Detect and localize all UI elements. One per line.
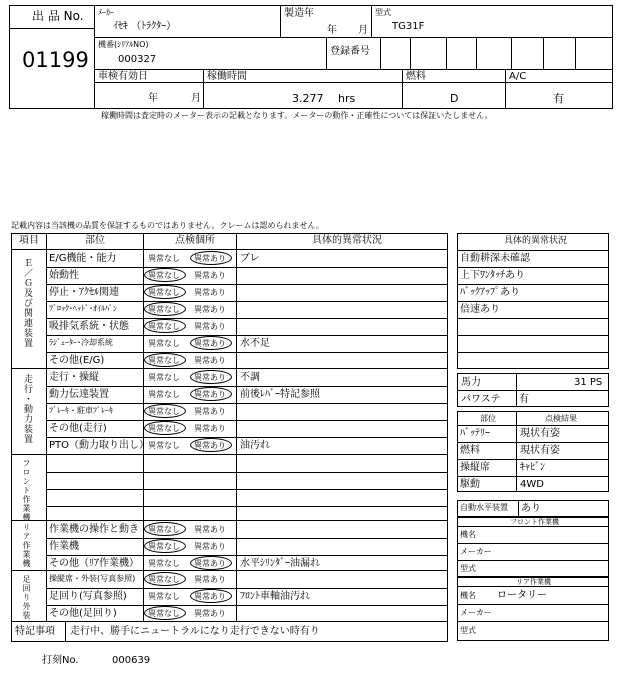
- part-label: E/G機能・能力: [49, 253, 117, 264]
- abnormal-option: 異常あり: [194, 609, 226, 618]
- hours-value: 3.277: [292, 92, 324, 105]
- inspection-month-unit: 月: [191, 93, 201, 104]
- abnormal-option: 異常あり: [194, 356, 226, 365]
- ac-label: A/C: [509, 71, 527, 82]
- hours-label: 稼働時間: [207, 71, 247, 82]
- abnormal-selected-oval: [190, 589, 232, 603]
- row-divider: [46, 555, 448, 556]
- row-divider: [46, 267, 448, 268]
- normal-option: 異常なし: [148, 339, 180, 348]
- detail-text: ﾌﾛﾝﾄ車軸油汚れ: [240, 591, 310, 602]
- row-divider: [46, 352, 448, 353]
- maker-label: ﾒｰｶｰ: [98, 8, 114, 17]
- normal-option: 異常なし: [148, 592, 180, 601]
- normal-selected-oval: [144, 353, 186, 367]
- detail-text: 水平ｼﾘﾝﾀﾞｰ油漏れ: [240, 558, 320, 569]
- row-divider: [46, 335, 448, 336]
- row-divider: [46, 284, 448, 285]
- stamp-label: 打刻No.: [42, 655, 79, 666]
- abnormal-option: 異常あり: [194, 575, 226, 584]
- row-divider: [46, 472, 448, 473]
- part-label: 吸排気系統・状態: [49, 321, 129, 332]
- part-label: その他(足回り): [49, 608, 117, 619]
- normal-selected-oval: [144, 606, 186, 620]
- normal-selected-oval: [144, 302, 186, 316]
- abnormal-selected-oval: [190, 336, 232, 350]
- abnormal-option: 異常あり: [194, 390, 226, 399]
- part-label: 停止・ｱｸｾﾙ関連: [49, 287, 119, 298]
- group-front-implement: フロント作業機: [22, 459, 31, 522]
- normal-selected-oval: [144, 421, 186, 435]
- part-label: PTO（動力取り出し）: [49, 440, 150, 451]
- insp-part: 駆動: [460, 479, 480, 490]
- remarks-value: 走行中、勝手にニュートラルになり走行できない時有り: [70, 626, 320, 637]
- abnormal-option: 異常あり: [194, 373, 226, 382]
- normal-selected-oval: [144, 404, 186, 418]
- serial-value: 000327: [118, 54, 157, 65]
- disclaimer: 記載内容は当該機の品質を保証するものではありません。クレームは認められません。: [11, 221, 324, 230]
- part-label: ﾌﾞﾚｰｷ・駐車ﾌﾞﾚｰｷ: [49, 406, 113, 415]
- part-label: その他(E/G): [49, 355, 105, 366]
- group-undercarriage: 足回り外装: [22, 575, 31, 620]
- group-drive: 走行・動力装置: [22, 374, 32, 444]
- row-divider: [46, 489, 448, 490]
- abnormal-row-divider: [457, 284, 609, 285]
- lot-label: 出 品 No.: [32, 9, 84, 23]
- insp-result: ｷｬﾋﾞﾝ: [520, 462, 545, 473]
- model-label: 型式: [375, 8, 391, 17]
- abnormal-item: 倍速あり: [460, 304, 500, 315]
- abnormal-title: 具体的異常状況: [504, 236, 568, 246]
- front-model-label: 型式: [460, 564, 476, 573]
- abnormal-option: 異常あり: [194, 339, 226, 348]
- abnormal-selected-oval: [190, 438, 232, 452]
- normal-option: 異常なし: [148, 356, 180, 365]
- row-divider: [46, 605, 448, 606]
- hours-unit: hrs: [338, 92, 356, 105]
- part-label: 作業機: [49, 541, 79, 552]
- insp-row-divider: [457, 476, 609, 477]
- powersteering-label: パワステ: [461, 394, 501, 405]
- month-unit: 月: [358, 25, 368, 36]
- insp-part: 燃料: [460, 445, 480, 456]
- normal-selected-oval: [144, 268, 186, 282]
- abnormal-option: 異常あり: [194, 542, 226, 551]
- insp-part-header: 部位: [480, 414, 496, 423]
- powersteering-value: 有: [519, 394, 529, 405]
- part-label: 走行・操縦: [49, 372, 99, 383]
- normal-selected-oval: [144, 539, 186, 553]
- year-label: 製造年: [284, 8, 314, 19]
- abnormal-option: 異常あり: [194, 254, 226, 263]
- normal-option: 異常なし: [148, 542, 180, 551]
- abnormal-row-divider: [457, 335, 609, 336]
- ac-value: 有: [553, 92, 564, 105]
- col-part-header: 部位: [85, 235, 105, 246]
- row-divider: [46, 318, 448, 319]
- abnormal-option: 異常あり: [194, 592, 226, 601]
- normal-option: 異常なし: [148, 322, 180, 331]
- row-divider: [46, 420, 448, 421]
- inspection-year-unit: 年: [148, 93, 158, 104]
- power-value: 31 PS: [574, 377, 603, 388]
- detail-text: 前後ﾚﾊﾞｰ特記参照: [240, 389, 320, 400]
- fuel-value: D: [450, 92, 459, 105]
- normal-option: 異常なし: [148, 609, 180, 618]
- abnormal-option: 異常あり: [194, 424, 226, 433]
- hours-note: 稼働時間は査定時のメーター表示の記載となります。メーターの動作・正確性については保証いたしません。: [101, 111, 493, 120]
- row-divider: [46, 437, 448, 438]
- normal-selected-oval: [144, 319, 186, 333]
- detail-text: 不調: [240, 372, 260, 383]
- abnormal-option: 異常あり: [194, 559, 226, 568]
- normal-option: 異常なし: [148, 441, 180, 450]
- abnormal-option: 異常あり: [194, 305, 226, 314]
- part-label: ﾗｼﾞｪｰﾀｰ･冷却系統: [49, 338, 113, 347]
- normal-option: 異常なし: [148, 271, 180, 280]
- registration-label: 登録番号: [330, 46, 370, 57]
- abnormal-selected-oval: [190, 556, 232, 570]
- insp-part: ﾊﾞｯﾃﾘｰ: [460, 428, 490, 439]
- row-divider: [46, 386, 448, 387]
- row-divider: [46, 538, 448, 539]
- abnormal-row-divider: [457, 250, 609, 251]
- normal-option: 異常なし: [148, 288, 180, 297]
- insp-result: 現状有姿: [520, 445, 560, 456]
- col-detail-header: 具体的異常状況: [312, 235, 382, 246]
- normal-option: 異常なし: [148, 575, 180, 584]
- col-item-header: 項目: [19, 235, 39, 246]
- normal-option: 異常なし: [148, 424, 180, 433]
- front-maker-label: メーカー: [460, 547, 492, 556]
- row-divider: [46, 301, 448, 302]
- row-divider: [46, 506, 448, 507]
- rear-title: リア作業機: [516, 578, 551, 586]
- abnormal-option: 異常あり: [194, 441, 226, 450]
- normal-selected-oval: [144, 285, 186, 299]
- normal-option: 異常なし: [148, 254, 180, 263]
- auto-level-label: 自動水平装置: [460, 503, 508, 512]
- rear-model-label: 型式: [460, 626, 476, 635]
- detail-text: ブレ: [240, 253, 260, 264]
- normal-option: 異常なし: [148, 305, 180, 314]
- rear-name-label: 機名: [460, 591, 476, 600]
- part-label: 操縦席・外装(写真参照): [49, 574, 136, 583]
- row-divider: [46, 403, 448, 404]
- rear-name-value: ロータリー: [497, 590, 547, 601]
- stamp-value: 000639: [112, 655, 151, 666]
- abnormal-selected-oval: [190, 370, 232, 384]
- group-rear-implement: リア作業機: [22, 523, 31, 568]
- insp-row-divider: [457, 459, 609, 460]
- abnormal-option: 異常あり: [194, 407, 226, 416]
- abnormal-option: 異常あり: [194, 322, 226, 331]
- insp-result: 現状有姿: [520, 428, 560, 439]
- normal-option: 異常なし: [148, 525, 180, 534]
- normal-option: 異常なし: [148, 559, 180, 568]
- front-name-label: 機名: [460, 530, 476, 539]
- abnormal-row-divider: [457, 352, 609, 353]
- normal-selected-oval: [144, 522, 186, 536]
- abnormal-item: ﾊﾞｯｸｱｯﾌﾟあり: [460, 287, 520, 298]
- abnormal-selected-oval: [190, 251, 232, 265]
- part-label: 足回り(写真参照): [49, 591, 127, 602]
- auto-level-value: あり: [521, 503, 541, 514]
- abnormal-option: 異常あり: [194, 525, 226, 534]
- normal-option: 異常なし: [148, 407, 180, 416]
- part-label: ﾌﾞﾛｯｸ･ﾍｯﾄﾞ･ｵｲﾙﾊﾟﾝ: [49, 304, 117, 313]
- rear-maker-label: メーカー: [460, 608, 492, 617]
- model-value: TG31F: [392, 21, 425, 32]
- year-unit: 年: [327, 25, 337, 36]
- insp-row-divider: [457, 442, 609, 443]
- normal-selected-oval: [144, 572, 186, 586]
- abnormal-option: 異常あり: [194, 288, 226, 297]
- fuel-label: 燃料: [406, 71, 426, 82]
- group-engine: Ｅ／Ｇ及び関連装置: [22, 258, 32, 348]
- part-label: その他（ﾘｱ作業機）: [49, 558, 139, 569]
- abnormal-row-divider: [457, 318, 609, 319]
- maker-value: ｲｾｷ （ﾄﾗｸﾀｰ）: [113, 21, 177, 32]
- abnormal-item: 自動耕深未確認: [460, 253, 530, 264]
- insp-part: 操縦席: [460, 462, 490, 473]
- part-label: その他(走行): [49, 423, 107, 434]
- serial-label: 機番(ｼﾘｱﾙNO): [98, 40, 149, 49]
- row-divider: [46, 588, 448, 589]
- detail-text: 水不足: [240, 338, 270, 349]
- normal-option: 異常なし: [148, 373, 180, 382]
- normal-option: 異常なし: [148, 390, 180, 399]
- power-label: 馬力: [461, 377, 481, 388]
- remarks-label: 特記事項: [15, 626, 55, 637]
- insp-result-header: 点検結果: [545, 414, 577, 423]
- abnormal-item: 上下ﾜﾝﾀｯﾁあり: [460, 270, 525, 281]
- col-check-header: 点検個所: [175, 235, 215, 246]
- abnormal-selected-oval: [190, 387, 232, 401]
- part-label: 始動性: [49, 270, 79, 281]
- abnormal-row-divider: [457, 301, 609, 302]
- inspection-label: 車検有効日: [98, 71, 148, 82]
- part-label: 作業機の操作と動き: [49, 524, 139, 535]
- detail-text: 油汚れ: [240, 440, 270, 451]
- lot-number: 01199: [22, 48, 89, 72]
- insp-result: 4WD: [520, 479, 544, 490]
- abnormal-row-divider: [457, 267, 609, 268]
- abnormal-option: 異常あり: [194, 271, 226, 280]
- front-title: フロント作業機: [510, 518, 559, 526]
- part-label: 動力伝達装置: [49, 389, 109, 400]
